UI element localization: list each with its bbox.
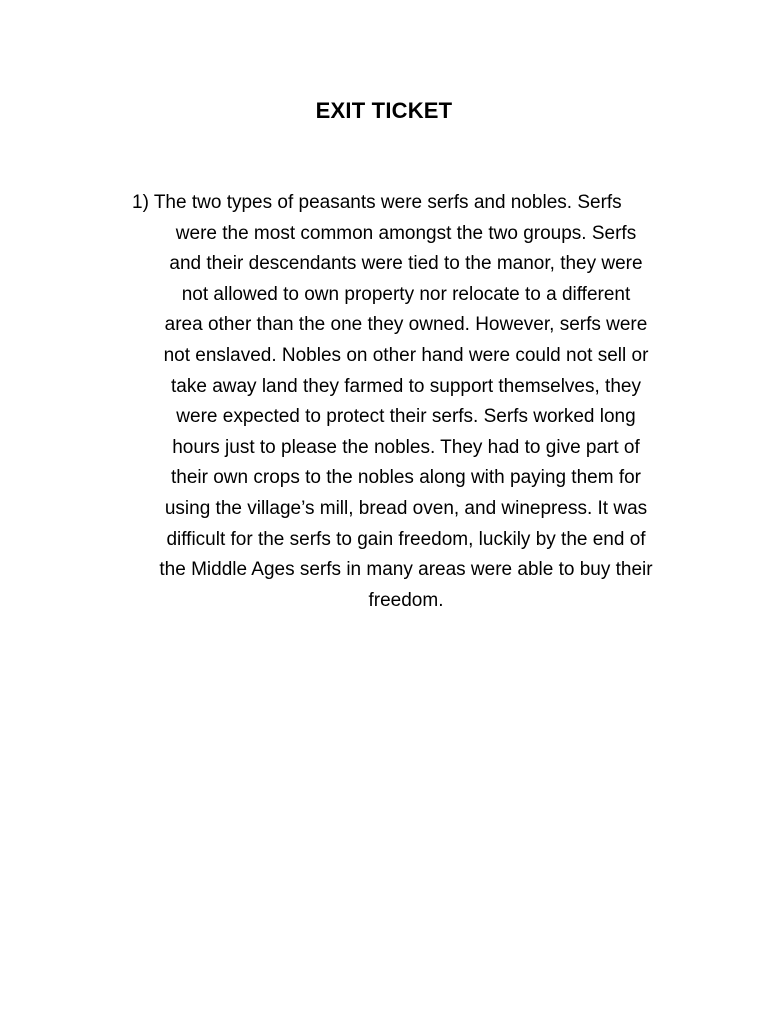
answer-line: difficult for the serfs to gain freedom, luckily by the end of: [166, 528, 646, 550]
answer-line: take away land they farmed to support themselves, they: [171, 375, 641, 397]
page-title: EXIT TICKET: [315, 98, 453, 123]
answer-line: were expected to protect their serfs. Serfs worked long: [176, 406, 636, 428]
answer-line: area other than the one they owned. However, serfs were: [164, 314, 648, 336]
answer-line: their own crops to the nobles along with paying them for: [171, 467, 641, 489]
answer-line: not enslaved. Nobles on other hand were could not sell or: [163, 344, 649, 366]
answer-line: were the most common amongst the two groups. Serfs: [175, 222, 637, 244]
answer-line: hours just to please the nobles. They had to give part of: [172, 436, 640, 458]
answer-paragraph: [128, 188, 684, 616]
answer-line: 1) The two types of peasants were serfs and nobles. Serfs: [132, 192, 622, 213]
answer-line: the Middle Ages serfs in many areas were able to buy their: [159, 559, 653, 581]
answer-line: not allowed to own property nor relocate to a different: [181, 283, 631, 305]
answer-line: freedom.: [368, 589, 444, 611]
answer-line: using the village’s mill, bread oven, and winepress. It was: [164, 497, 648, 519]
answer-line: and their descendants were tied to the manor, they were: [169, 253, 643, 275]
